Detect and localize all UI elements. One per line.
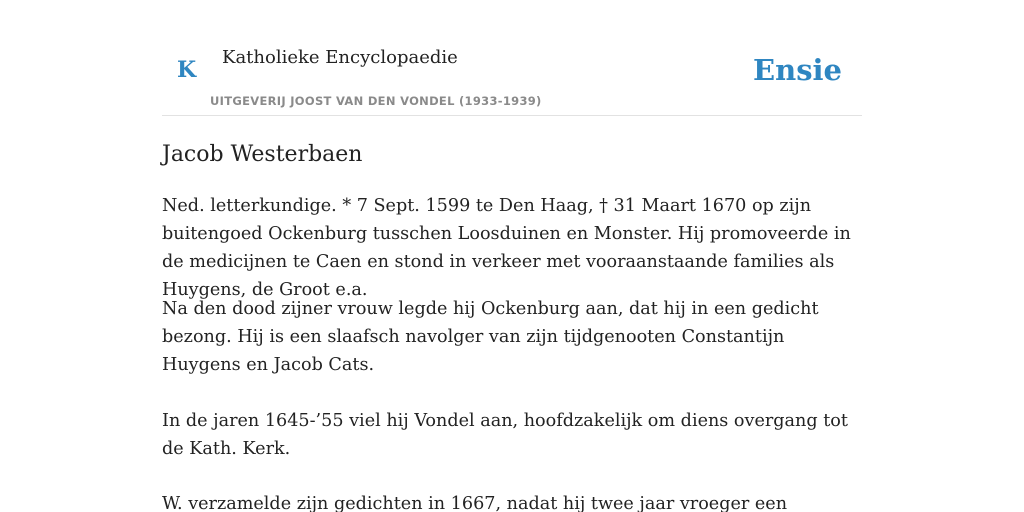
article-paragraph-2: Na den dood zijner vrouw legde hij Ockenburg aan, dat hij in een gedicht bezong. Hij is een slaafsch navolger van zijn tijdgenooten Constantijn Huygens en Jacob Cats. — [162, 299, 819, 375]
ensie-logo[interactable]: Ensie — [753, 53, 842, 87]
publication-title[interactable]: Katholieke Encyclopaedie — [222, 47, 458, 68]
article-paragraph-4: W. verzamelde zijn gedichten in 1667, nadat hij twee jaar vroeger een — [162, 494, 788, 512]
article-paragraph-1: Ned. letterkundige. * 7 Sept. 1599 te Den Haag, † 31 Maart 1670 op zijn buitengoed Ockenburg tusschen Loosduinen en Monster. Hij promoveerde in de medicijnen te Caen en stond in verkeer met vooraanstaande families als Huygens, de Groot e.a. — [162, 196, 851, 300]
article-paragraph-3: In de jaren 1645-’55 viel hij Vondel aan, hoofdzakelijk om diens overgang tot de Kath. Kerk. — [162, 411, 848, 459]
publication-logo[interactable]: K — [177, 57, 197, 83]
page — [162, 0, 862, 512]
article-title: Jacob Westerbaen — [162, 142, 363, 167]
header — [162, 0, 862, 116]
publisher-subtitle: UITGEVERIJ JOOST VAN DEN VONDEL (1933-1939) — [210, 94, 542, 108]
